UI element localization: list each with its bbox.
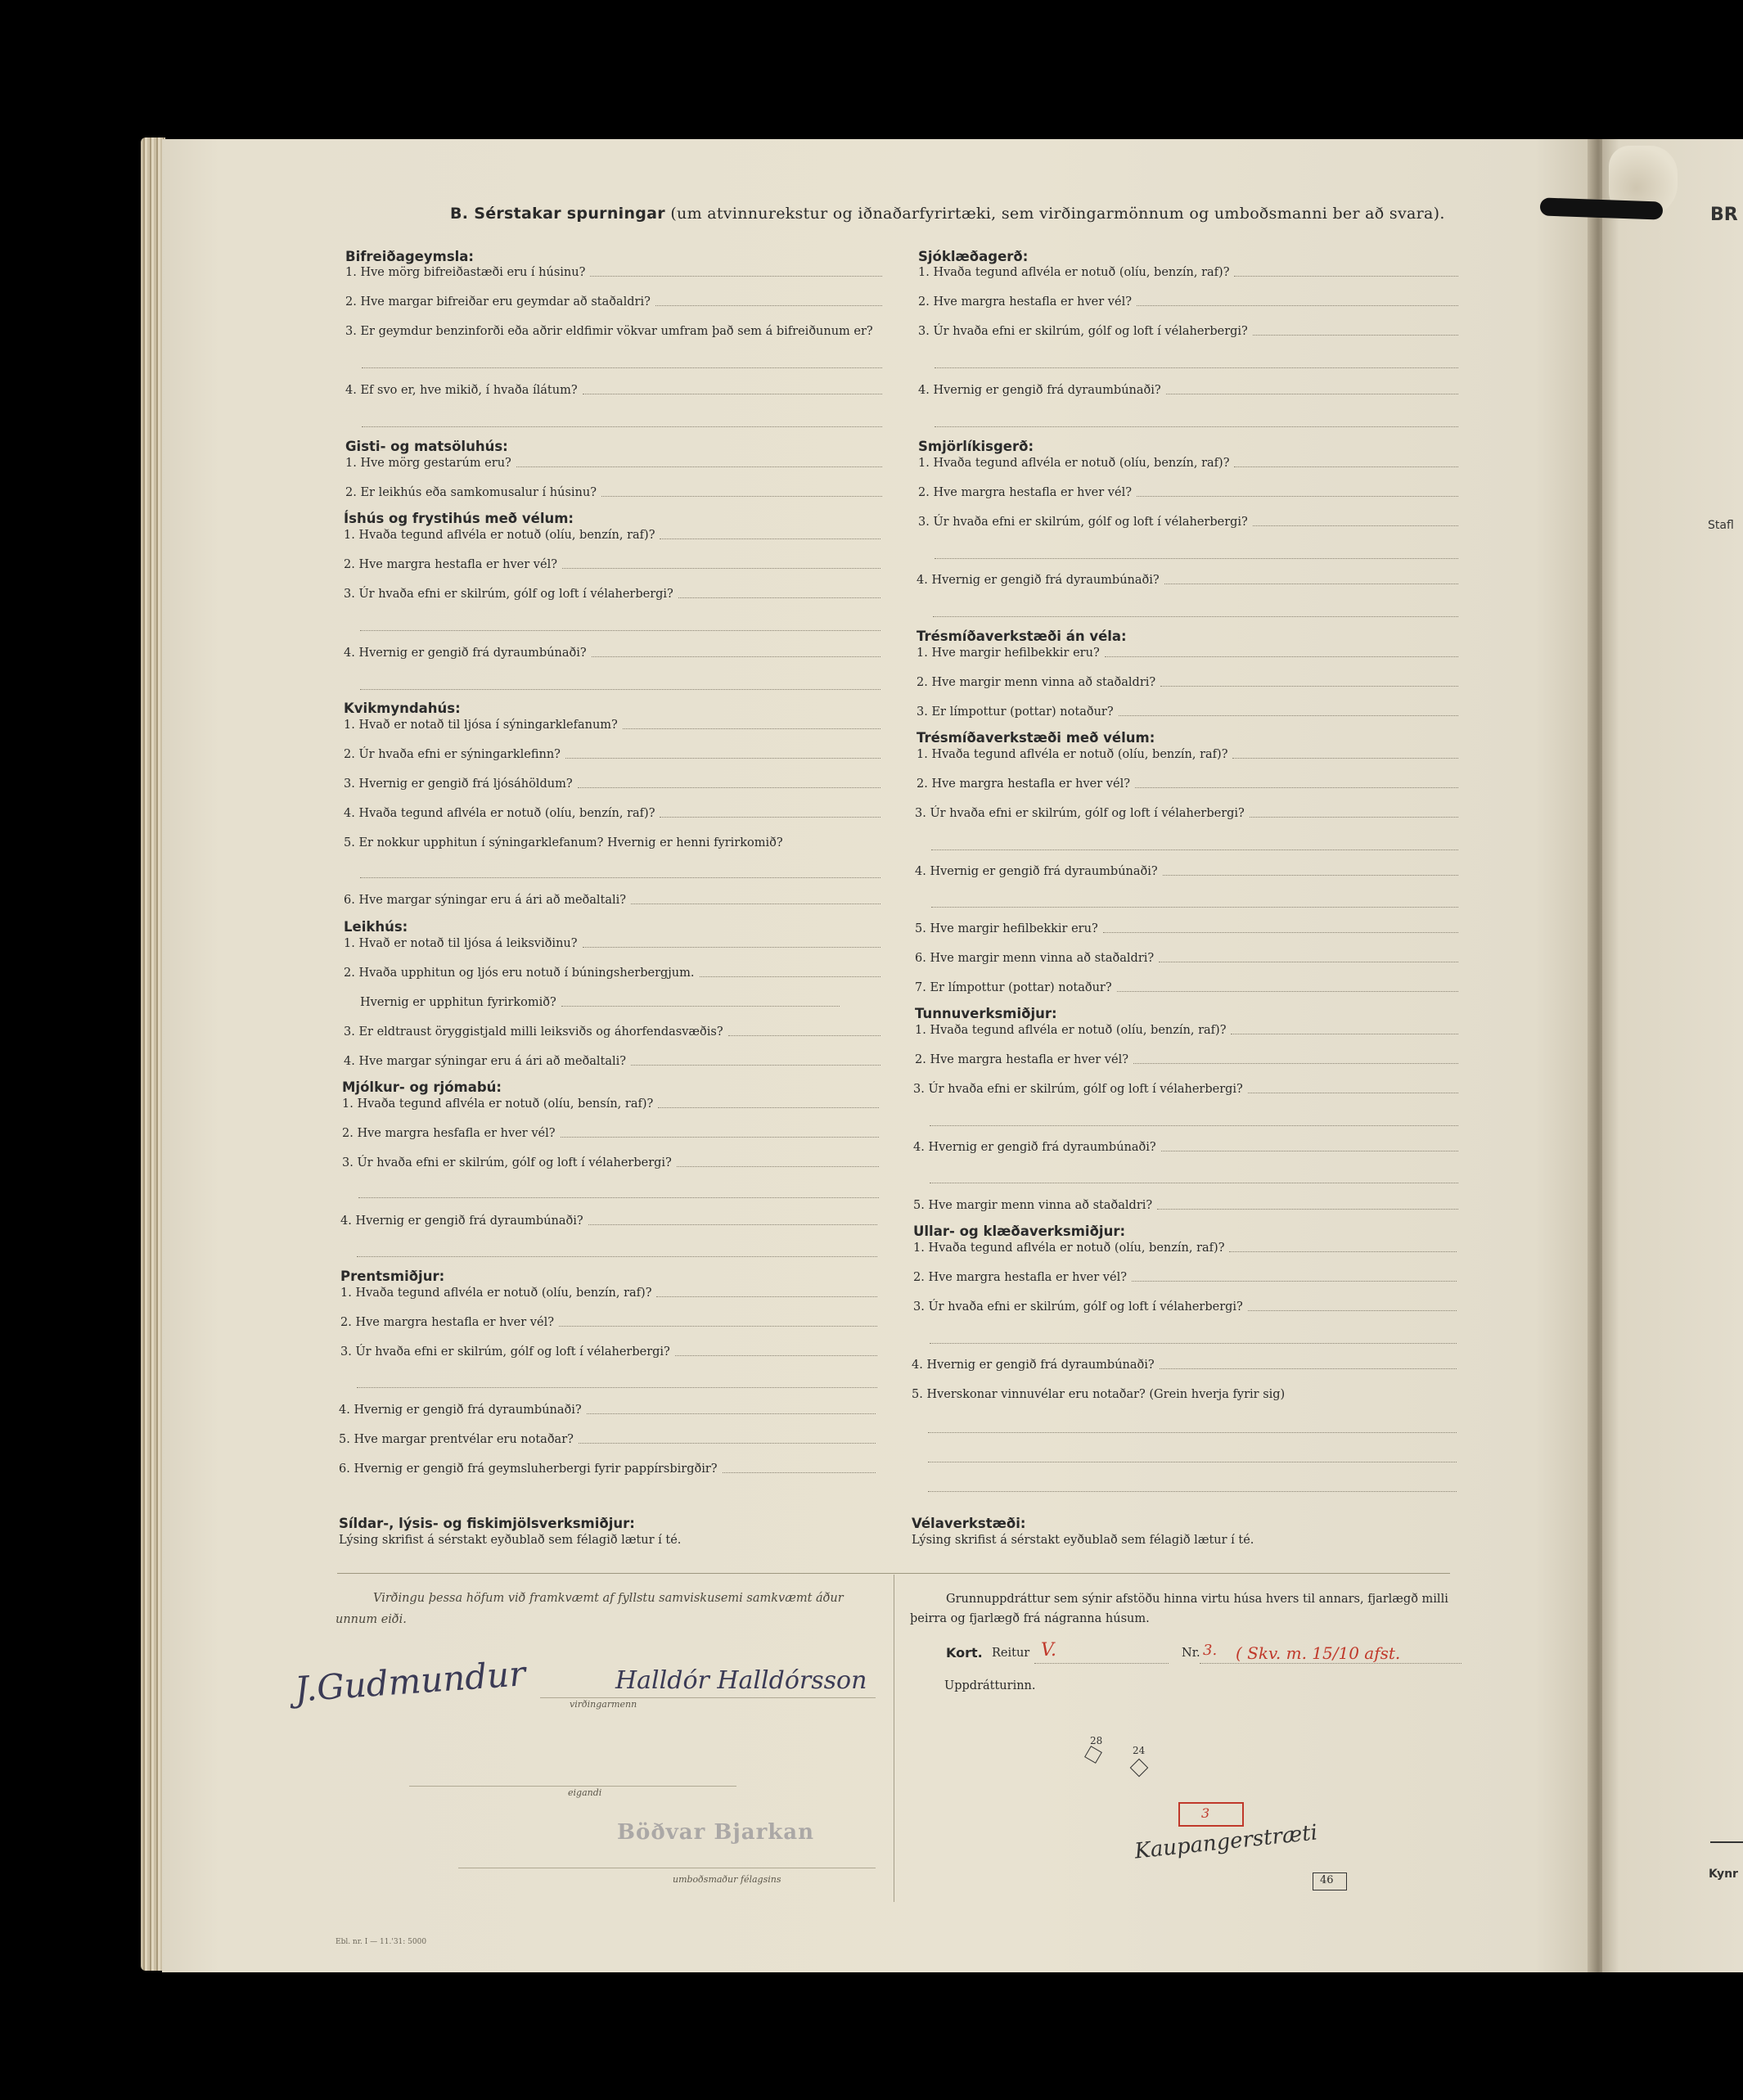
question bbox=[915, 807, 1458, 820]
answer-line bbox=[658, 1106, 879, 1108]
title-ishus: Íshús og frystihús með vélum: bbox=[344, 511, 574, 526]
kort-label: Kort. bbox=[946, 1645, 983, 1661]
question-text: 4. Hvernig er gengið frá dyraumbúnaði? bbox=[918, 384, 1161, 397]
section-heading bbox=[450, 205, 1445, 223]
map-number-a: 28 bbox=[1090, 1735, 1103, 1746]
reitur-value: V. bbox=[1041, 1640, 1057, 1661]
answer-line bbox=[631, 1064, 881, 1066]
question bbox=[345, 266, 882, 279]
question-text: 3. Er eldtraust öryggistjald milli leiksviðs og áhorfendasvæðis? bbox=[344, 1025, 723, 1039]
question-text: 3. Úr hvaða efni er skilrúm, gólf og loft í vélaherbergi? bbox=[344, 588, 673, 601]
uppdr-label: Uppdrátturinn. bbox=[944, 1679, 1036, 1692]
answer-line bbox=[357, 1256, 877, 1257]
question bbox=[340, 1316, 877, 1329]
answer-line bbox=[1253, 334, 1458, 336]
question-text: 3. Úr hvaða efni er skilrúm, gólf og loft í vélaherbergi? bbox=[918, 516, 1248, 529]
title-ullar: Ullar- og klæðaverksmiðjur: bbox=[913, 1223, 1126, 1239]
question-text: 4. Ef svo er, hve mikið, í hvaða ílátum? bbox=[345, 384, 578, 397]
label-eigandi: eigandi bbox=[568, 1787, 602, 1798]
question-text: 5. Hve margar prentvélar eru notaðar? bbox=[339, 1433, 574, 1446]
question bbox=[917, 647, 1458, 660]
question-text: 4. Hvaða tegund aflvéla er notuð (olíu, benzín, raf)? bbox=[344, 807, 655, 820]
question-text: 1. Hve mörg bifreiðastæði eru í húsinu? bbox=[345, 266, 586, 279]
answer-line bbox=[357, 1387, 877, 1388]
question bbox=[342, 1127, 879, 1140]
answer-line bbox=[931, 907, 1458, 908]
answer-line bbox=[561, 1005, 840, 1007]
answer-line bbox=[935, 558, 1458, 559]
question bbox=[918, 384, 1458, 397]
question bbox=[917, 748, 1458, 761]
question bbox=[339, 1433, 876, 1446]
question-text: 1. Hvaða tegund aflvéla er notuð (olíu, benzín, raf)? bbox=[340, 1287, 652, 1300]
question bbox=[344, 748, 881, 761]
nr-note: ( Skv. m. 15/10 afst. bbox=[1236, 1643, 1401, 1663]
answer-line bbox=[623, 728, 881, 729]
answer-line bbox=[1119, 714, 1458, 716]
heading-bold: B. Sérstakar spurningar bbox=[450, 205, 665, 223]
question bbox=[360, 996, 840, 1009]
note-vela: Lýsing skrifist á sérstakt eyðublað sem félagið lætur í té. bbox=[912, 1534, 1254, 1547]
question bbox=[344, 558, 881, 571]
answer-line bbox=[677, 1165, 879, 1167]
question bbox=[915, 981, 1458, 994]
question-text: 6. Hvernig er gengið frá geymsluherbergi fyrir pappírsbirgðir? bbox=[339, 1462, 718, 1476]
question bbox=[913, 1242, 1457, 1255]
answer-line bbox=[1163, 874, 1458, 876]
question bbox=[917, 777, 1458, 791]
answer-line bbox=[358, 1197, 879, 1198]
map-number-box-value: 46 bbox=[1320, 1874, 1334, 1886]
title-prent: Prentsmiðjur: bbox=[340, 1269, 445, 1284]
title-smjor: Smjörlíkisgerð: bbox=[918, 439, 1034, 454]
question-text: 2. Úr hvaða efni er sýningarklefinn? bbox=[344, 748, 561, 761]
answer-line bbox=[592, 656, 881, 657]
question bbox=[339, 1404, 876, 1417]
question-text: 2. Hve margra hestafla er hver vél? bbox=[918, 295, 1132, 309]
question bbox=[344, 588, 881, 601]
question-text: 6. Hve margir menn vinna að staðaldri? bbox=[915, 952, 1155, 965]
question-text: 1. Hvaða tegund aflvéla er notuð (olíu, benzín, raf)? bbox=[917, 748, 1228, 761]
question bbox=[344, 967, 881, 980]
oath-text: Virðingu þessa höfum við framkvæmt af fyllstu samviskusemi samkvæmt áður unnum eiði. bbox=[336, 1592, 844, 1626]
question bbox=[918, 457, 1458, 470]
question-text: 2. Er leikhús eða samkomusalur í húsinu? bbox=[345, 486, 597, 499]
title-vela: Vélaverkstæði: bbox=[912, 1516, 1026, 1531]
answer-line bbox=[1234, 275, 1458, 277]
question bbox=[913, 1141, 1458, 1154]
question-text: 1. Hvaða tegund aflvéla er notuð (olíu, benzín, raf)? bbox=[913, 1242, 1225, 1255]
question-text: 4. Hve margar sýningar eru á ári að meðaltali? bbox=[344, 1055, 627, 1068]
answer-line bbox=[1105, 656, 1458, 657]
answer-line bbox=[1250, 816, 1458, 818]
answer-line bbox=[700, 976, 881, 977]
nr-line bbox=[1200, 1663, 1462, 1664]
question-text: 5. Hve margir menn vinna að staðaldri? bbox=[913, 1199, 1153, 1212]
answer-line bbox=[588, 1223, 877, 1225]
answer-line bbox=[678, 597, 881, 598]
question bbox=[340, 1287, 877, 1300]
title-gisti: Gisti- og matsöluhús: bbox=[345, 439, 508, 454]
answer-line bbox=[933, 616, 1458, 617]
question bbox=[340, 1214, 877, 1228]
question bbox=[339, 1462, 876, 1476]
answer-line bbox=[935, 426, 1458, 427]
question-text: 5. Hverskonar vinnuvélar eru notaðar? (Grein hverja fyrir sig) bbox=[912, 1388, 1286, 1401]
question-text: 5. Er nokkur upphitun í sýningarklefanum? Hvernig er henni fyrirkomið? bbox=[344, 836, 783, 849]
right-page-kyn: Kynr bbox=[1709, 1868, 1738, 1881]
answer-line bbox=[931, 849, 1458, 850]
title-bifreid: Bifreiðageymsla: bbox=[345, 249, 475, 264]
answer-line bbox=[655, 304, 882, 306]
question bbox=[344, 807, 881, 820]
question bbox=[913, 1083, 1458, 1096]
question bbox=[915, 952, 1458, 965]
question bbox=[912, 1388, 1457, 1401]
question bbox=[915, 1053, 1458, 1066]
question-text: 1. Hve margir hefilbekkir eru? bbox=[917, 647, 1100, 660]
answer-line bbox=[362, 426, 882, 427]
answer-line bbox=[660, 538, 881, 539]
answer-line bbox=[559, 1325, 877, 1327]
signature-1: J.Gudmundur bbox=[293, 1653, 527, 1710]
signature-line bbox=[540, 1697, 876, 1698]
question-text: 2. Hve margar bifreiðar eru geymdar að staðaldri? bbox=[345, 295, 651, 309]
question bbox=[344, 719, 881, 732]
question-text: 5. Hve margir hefilbekkir eru? bbox=[915, 922, 1098, 935]
answer-line bbox=[1137, 495, 1458, 497]
question bbox=[918, 266, 1458, 279]
question-text: 4. Hvernig er gengið frá dyraumbúnaði? bbox=[913, 1141, 1156, 1154]
answer-line bbox=[930, 1125, 1458, 1126]
question-text: 2. Hve margra hestafla er hver vél? bbox=[340, 1316, 554, 1329]
question bbox=[344, 647, 881, 660]
question bbox=[915, 865, 1458, 878]
question-text: 4. Hvernig er gengið frá dyraumbúnaði? bbox=[339, 1404, 582, 1417]
question-text: 3. Úr hvaða efni er skilrúm, gólf og loft í vélaherbergi? bbox=[913, 1300, 1243, 1314]
question-text: 2. Hvaða upphitun og ljós eru notuð í búningsherbergjum. bbox=[344, 967, 695, 980]
question bbox=[915, 1024, 1458, 1037]
question bbox=[345, 384, 882, 397]
answer-line bbox=[562, 567, 881, 569]
answer-line bbox=[1132, 1280, 1457, 1282]
answer-line bbox=[565, 757, 881, 759]
question-text: 2. Hve margra hestafla er hver vél? bbox=[344, 558, 557, 571]
title-tresan: Trésmíðaverkstæði án véla: bbox=[917, 629, 1127, 644]
answer-line bbox=[1160, 1368, 1457, 1369]
question bbox=[917, 676, 1458, 689]
agent-stamp: Böðvar Bjarkan bbox=[617, 1820, 815, 1845]
question-text: 2. Hve margra hestafla er hver vél? bbox=[917, 777, 1130, 791]
question bbox=[912, 1359, 1457, 1372]
question-text: 4. Hvernig er gengið frá dyraumbúnaði? bbox=[344, 647, 587, 660]
answer-line bbox=[1231, 1033, 1458, 1034]
question bbox=[345, 295, 882, 309]
question-text: 2. Hve margra hestafla er hver vél? bbox=[915, 1053, 1128, 1066]
answer-line bbox=[1133, 1062, 1458, 1064]
answer-line bbox=[516, 466, 882, 467]
question-text: 3. Úr hvaða efni er skilrúm, gólf og loft í vélaherbergi? bbox=[918, 325, 1248, 338]
question bbox=[913, 1271, 1457, 1284]
question bbox=[344, 529, 881, 542]
answer-line bbox=[1159, 961, 1458, 962]
question bbox=[345, 325, 882, 338]
question-text: 2. Hve margra hestafla er hver vél? bbox=[918, 486, 1132, 499]
answer-line bbox=[723, 1471, 876, 1473]
question bbox=[344, 777, 881, 791]
question bbox=[917, 574, 1458, 587]
question-text: 6. Hve margar sýningar eru á ári að meðaltali? bbox=[344, 894, 627, 907]
answer-line bbox=[360, 689, 881, 690]
question-text: 7. Er límpottur (pottar) notaður? bbox=[915, 981, 1112, 994]
answer-line bbox=[631, 903, 881, 904]
answer-line bbox=[360, 630, 881, 631]
question-text: Hvernig er upphitun fyrirkomið? bbox=[360, 996, 556, 1009]
map-number-box bbox=[1313, 1872, 1347, 1890]
question-text: 3. Úr hvaða efni er skilrúm, gólf og loft í vélaherbergi? bbox=[340, 1345, 670, 1359]
question-text: 1. Hvaða tegund aflvéla er notuð (olíu, benzín, raf)? bbox=[918, 457, 1230, 470]
title-mjolk: Mjólkur- og rjómabú: bbox=[342, 1079, 502, 1095]
note-sildar: Lýsing skrifist á sérstakt eyðublað sem félagið lætur í té. bbox=[339, 1534, 682, 1547]
answer-line bbox=[579, 1442, 876, 1444]
nr-value: 3. bbox=[1203, 1642, 1218, 1659]
question bbox=[345, 457, 882, 470]
question bbox=[342, 1156, 879, 1169]
map-number-b: 24 bbox=[1133, 1745, 1146, 1756]
question bbox=[344, 937, 881, 950]
answer-line bbox=[590, 275, 882, 277]
question-text: 3. Er límpottur (pottar) notaður? bbox=[917, 705, 1114, 719]
question-text: 3. Úr hvaða efni er skilrúm, gólf og loft í vélaherbergi? bbox=[913, 1083, 1243, 1096]
label-umbodsmadur: umboðsmaður félagsins bbox=[673, 1874, 781, 1885]
title-kvik: Kvikmyndahús: bbox=[344, 701, 461, 716]
reitur-label: Reitur bbox=[992, 1647, 1030, 1660]
title-tunnu: Tunnuverksmiðjur: bbox=[915, 1006, 1057, 1021]
answer-line bbox=[601, 495, 882, 497]
answer-line bbox=[1248, 1092, 1458, 1093]
answer-line bbox=[1135, 786, 1458, 788]
answer-line bbox=[1157, 1208, 1458, 1210]
question bbox=[913, 1199, 1458, 1212]
answer-line bbox=[1234, 466, 1458, 467]
question bbox=[917, 705, 1458, 719]
label-virdingarmenn: virðingarmenn bbox=[570, 1699, 637, 1710]
answer-line bbox=[928, 1432, 1457, 1433]
question-text: 4. Hvernig er gengið frá dyraumbúnaði? bbox=[912, 1359, 1155, 1372]
owner-line bbox=[409, 1786, 736, 1787]
question-text: 3. Hvernig er gengið frá ljósáhöldum? bbox=[344, 777, 573, 791]
question-text: 2. Hve margra hestafla er hver vél? bbox=[913, 1271, 1127, 1284]
right-page-title: BR bbox=[1710, 205, 1738, 225]
answer-line bbox=[1137, 304, 1458, 306]
answer-line bbox=[930, 1343, 1457, 1344]
question-text: 2. Hve margra hesfafla er hver vél? bbox=[342, 1127, 556, 1140]
question-text: 1. Hvaða tegund aflvéla er notuð (olíu, bensín, raf)? bbox=[342, 1097, 654, 1111]
answer-line bbox=[578, 786, 881, 788]
footer-rule bbox=[337, 1573, 1450, 1574]
answer-line bbox=[675, 1354, 877, 1356]
signature-2: Halldór Halldórsson bbox=[615, 1666, 867, 1695]
question bbox=[344, 894, 881, 907]
title-leik: Leikhús: bbox=[344, 919, 408, 935]
reitur-line bbox=[1034, 1663, 1169, 1664]
print-code: Ebl. nr. I — 11.'31: 5000 bbox=[336, 1938, 427, 1946]
nr-label: Nr. bbox=[1182, 1647, 1200, 1660]
answer-line bbox=[583, 946, 881, 948]
title-sildar: Síldar-, lýsis- og fiskimjölsverksmiðjur: bbox=[339, 1516, 635, 1531]
heading-rest: (um atvinnurekstur og iðnaðarfyrirtæki, sem virðingarmönnum og umboðsmanni ber að svara). bbox=[670, 205, 1445, 223]
question bbox=[342, 1097, 879, 1111]
question-text: 4. Hvernig er gengið frá dyraumbúnaði? bbox=[340, 1214, 583, 1228]
answer-line bbox=[1161, 1150, 1458, 1151]
question bbox=[918, 516, 1458, 529]
answer-line bbox=[1103, 931, 1458, 933]
answer-line bbox=[1248, 1309, 1457, 1311]
answer-line bbox=[928, 1491, 1457, 1492]
question bbox=[344, 1055, 881, 1068]
answer-line bbox=[360, 877, 881, 878]
answer-line bbox=[1160, 685, 1458, 687]
question bbox=[918, 295, 1458, 309]
question-text: 4. Hvernig er gengið frá dyraumbúnaði? bbox=[915, 865, 1158, 878]
right-page bbox=[1602, 139, 1743, 1972]
answer-line bbox=[1232, 757, 1458, 759]
answer-line bbox=[1253, 525, 1458, 526]
answer-line bbox=[1164, 583, 1458, 584]
question bbox=[915, 922, 1458, 935]
question bbox=[918, 325, 1458, 338]
question-text: 1. Hvað er notað til ljósa á leiksviðinu? bbox=[344, 937, 578, 950]
question-text: 1. Hvað er notað til ljósa í sýningarklefanum? bbox=[344, 719, 618, 732]
answer-line bbox=[1229, 1251, 1457, 1252]
question-text: 1. Hvaða tegund aflvéla er notuð (olíu, benzín, raf)? bbox=[918, 266, 1230, 279]
question bbox=[344, 1025, 881, 1039]
answer-line bbox=[561, 1136, 879, 1138]
question bbox=[344, 836, 881, 849]
title-tresmed: Trésmíðaverkstæði með vélum: bbox=[917, 730, 1155, 746]
answer-line bbox=[660, 816, 881, 818]
question-text: 1. Hvaða tegund aflvéla er notuð (olíu, benzín, raf)? bbox=[344, 529, 655, 542]
answer-line bbox=[1166, 393, 1458, 394]
answer-line bbox=[1117, 990, 1458, 992]
question bbox=[918, 486, 1458, 499]
question-text: 3. Úr hvaða efni er skilrúm, gólf og loft í vélaherbergi? bbox=[342, 1156, 672, 1169]
answer-line bbox=[583, 393, 882, 394]
question-text: 1. Hve mörg gestarúm eru? bbox=[345, 457, 511, 470]
question bbox=[913, 1300, 1457, 1314]
answer-line bbox=[935, 367, 1458, 368]
right-page-rule bbox=[1710, 1841, 1743, 1843]
map-target-box bbox=[1178, 1802, 1244, 1827]
question-text: 4. Hvernig er gengið frá dyraumbúnaði? bbox=[917, 574, 1160, 587]
question-text: 2. Hve margir menn vinna að staðaldri? bbox=[917, 676, 1156, 689]
question bbox=[340, 1345, 877, 1359]
question-text: 3. Er geymdur benzinforði eða aðrir eldfimir vökvar umfram það sem á bifreiðunum er? bbox=[345, 325, 873, 338]
title-sjokl: Sjóklæðagerð: bbox=[918, 249, 1029, 264]
grunn-text: Grunnuppdráttur sem sýnir afstöðu hinna virtu húsa hvers til annars, fjarlægð milli þeirra og fjarlægð frá nágranna húsum. bbox=[910, 1593, 1448, 1625]
right-page-stafl: Stafl bbox=[1708, 519, 1734, 532]
answer-line bbox=[362, 367, 882, 368]
question bbox=[345, 486, 882, 499]
answer-line bbox=[728, 1034, 881, 1036]
answer-line bbox=[587, 1413, 876, 1414]
map-box-number: 3 bbox=[1201, 1805, 1210, 1821]
answer-line bbox=[656, 1296, 877, 1297]
map-street-name: Kaupangerstræti bbox=[1133, 1820, 1319, 1864]
question-text: 3. Úr hvaða efni er skilrúm, gólf og loft í vélaherbergi? bbox=[915, 807, 1245, 820]
question-text: 1. Hvaða tegund aflvéla er notuð (olíu, benzín, raf)? bbox=[915, 1024, 1227, 1037]
